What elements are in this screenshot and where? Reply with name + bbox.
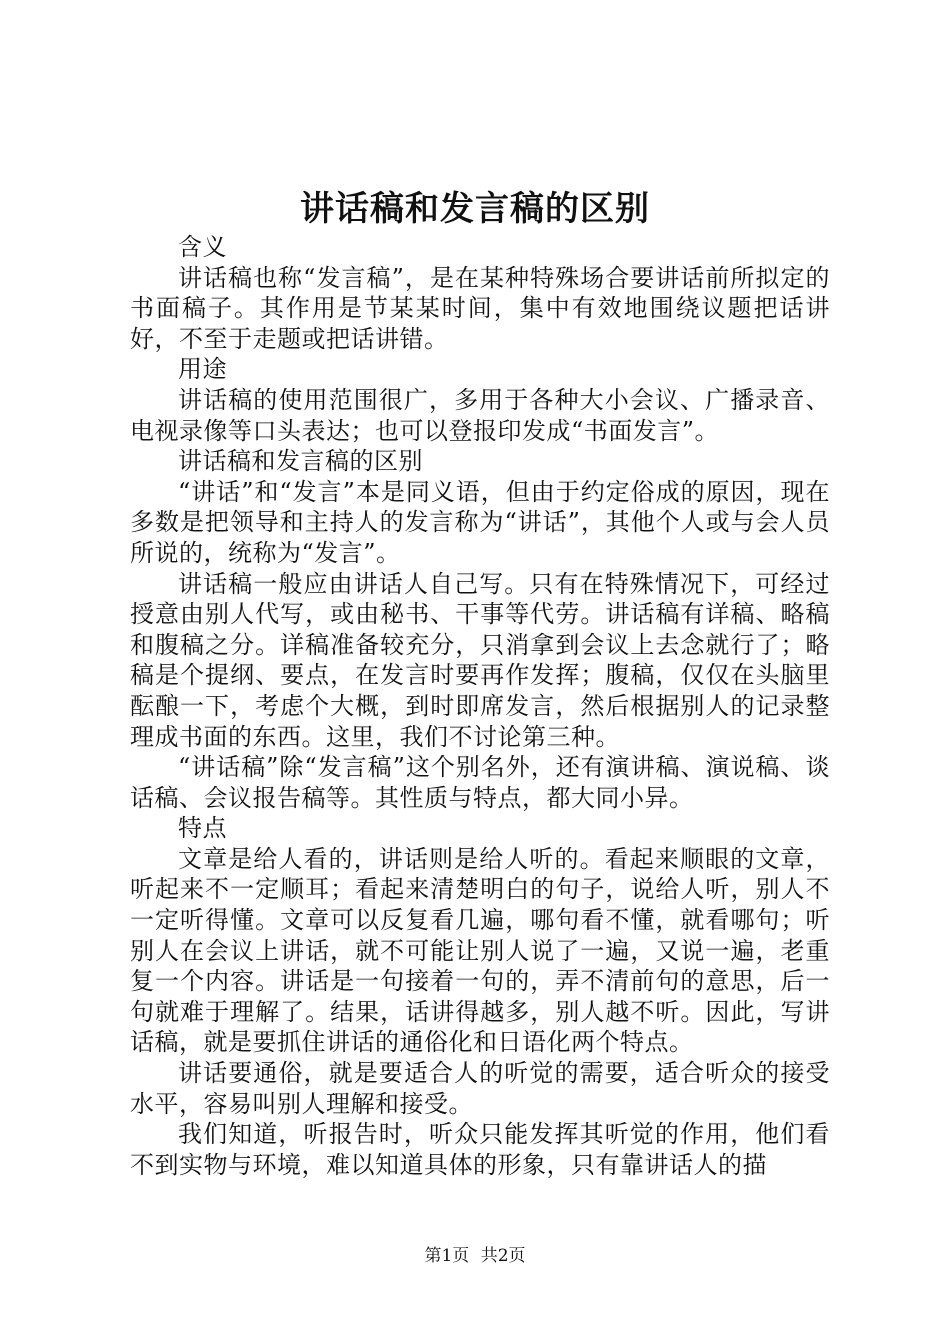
section-heading-features: 特点 bbox=[178, 814, 227, 843]
paragraph-usage: 讲话稿的使用范围很广，多用于各种大小会议、广播录音、电视录像等口头表达；也可以登报印发成“书面发言”。 bbox=[130, 385, 830, 445]
paragraph-features-3: 我们知道，听报告时，听众只能发挥其听觉的作用，他们看不到实物与环境，难以知道具体的形象，只有靠讲话人的描 bbox=[130, 1120, 830, 1179]
paragraph-features-2: 讲话要通俗，就是要适合人的听觉的需要，适合听众的接受水平，容易叫别人理解和接受。 bbox=[130, 1059, 830, 1118]
paragraph-difference-1: “讲话”和“发言”本是同义语，但由于约定俗成的原因，现在多数是把领导和主持人的发言称为“讲话”，其他个人或与会人员所说的，统称为“发言”。 bbox=[130, 477, 830, 567]
section-heading-meaning: 含义 bbox=[178, 233, 227, 261]
paragraph-difference-3: “讲话稿”除“发言稿”这个别名外，还有演讲稿、演说稿、谈话稿、会议报告稿等。其性质与特点，都大同小异。 bbox=[130, 753, 830, 812]
page-number: 第1页 bbox=[424, 1246, 470, 1266]
document-body bbox=[130, 232, 830, 1180]
section-heading-usage: 用途 bbox=[178, 355, 227, 384]
page-total: 共2页 bbox=[480, 1246, 526, 1266]
section-heading-difference: 讲话稿和发言稿的区别 bbox=[178, 447, 423, 476]
page-footer bbox=[0, 1245, 950, 1267]
paragraph-features-1: 文章是给人看的，讲话则是给人听的。看起来顺眼的文章，听起来不一定顺耳；看起来清楚明白的句子，说给人听，别人不一定听得懂。文章可以反复看几遍，哪句看不懂，就看哪句；听别人在会议上讲话，就不可能让别人说了一遍，又说一遍，老重复一个内容。讲话是一句接着一句的，弄不清前句的意思，后一句就难于理解了。结果，话讲得越多，别人越不听。因此，写讲话稿，就是要抓住讲话的通俗化和日语化两个特点。 bbox=[130, 844, 830, 1057]
paragraph-difference-2: 讲话稿一般应由讲话人自己写。只有在特殊情况下，可经过授意由别人代写，或由秘书、干事等代劳。讲话稿有详稿、略稿和腹稿之分。详稿准备较充分，只消拿到会议上去念就行了；略稿是个提纲、要点，在发言时要再作发挥；腹稿，仅仅在头脑里酝酿一下，考虑个大概，到时即席发言，然后根据别人的记录整理成书面的东西。这里，我们不讨论第三种。 bbox=[130, 569, 830, 751]
document-title: 讲话稿和发言稿的区别 bbox=[300, 189, 650, 229]
paragraph-meaning: 讲话稿也称“发言稿”，是在某种特殊场合要讲话前所拟定的书面稿子。其作用是节某某时间，集中有效地围绕议题把话讲好，不至于走题或把话讲错。 bbox=[130, 263, 830, 353]
